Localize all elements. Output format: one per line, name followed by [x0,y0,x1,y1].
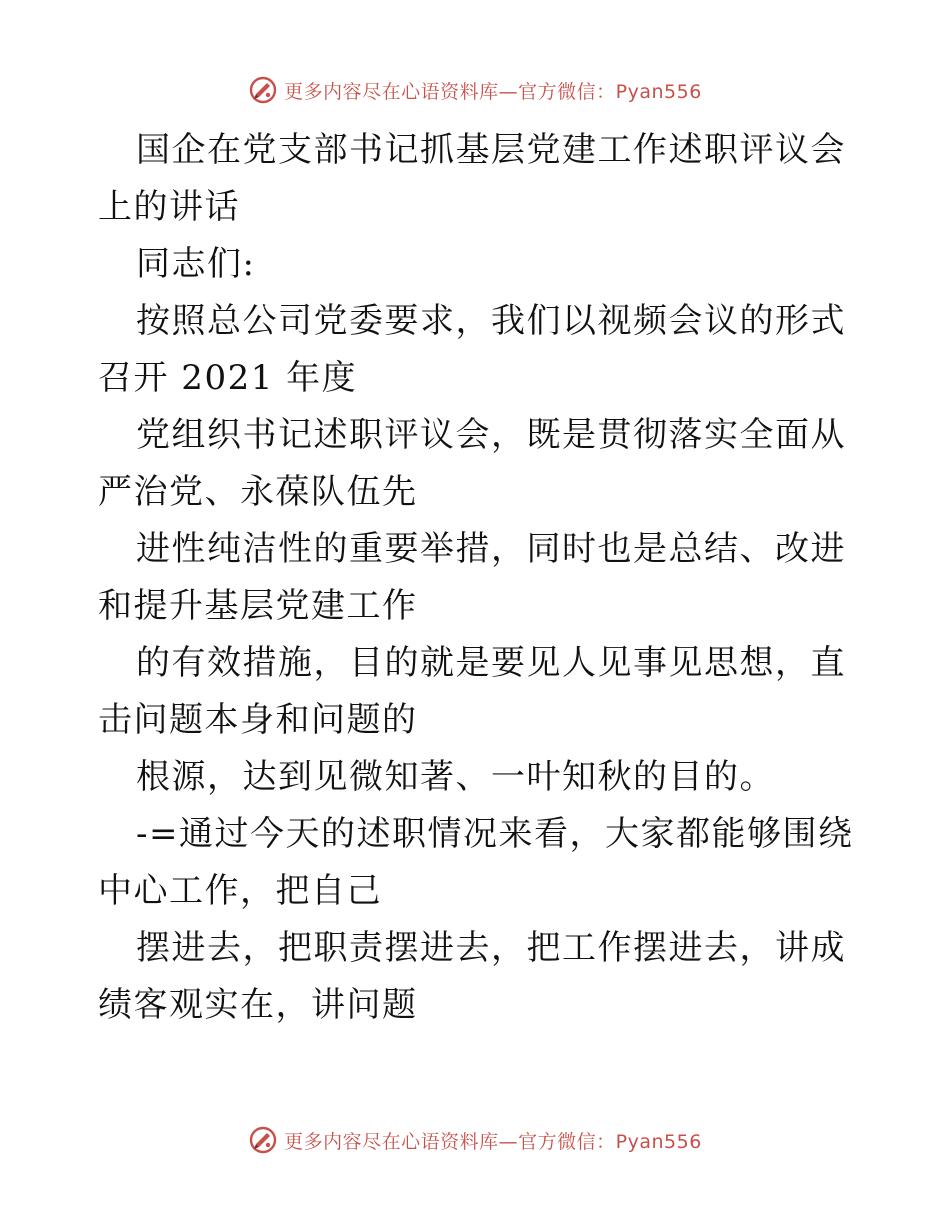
banner-text: 更多内容尽在心语资料库—官方微信：Pyan556 [284,80,702,103]
paragraph: 摆进去，把职责摆进去，把工作摆进去，讲成绩客观实在，讲问题 [98,928,846,1025]
paragraph: 党组织书记述职评议会，既是贯彻落实全面从严治党、永葆队伍先 [98,415,846,512]
book-pen-logo-icon [248,75,278,105]
header-banner [0,70,950,110]
paragraph: 按照总公司党委要求，我们以视频会议的形式召开 2021 年度 [98,301,846,398]
footer-banner [0,1120,950,1160]
salutation: 同志们: [136,244,256,284]
paragraph: 根源，达到见微知著、一叶知秋的目的。 [136,757,775,797]
document-body [98,122,858,1034]
book-pen-logo-icon [248,1125,278,1155]
paragraph: -=通过今天的述职情况来看，大家都能够围绕中心工作，把自己 [98,814,854,911]
banner-text: 更多内容尽在心语资料库—官方微信：Pyan556 [284,1130,702,1153]
paragraph: 的有效措施，目的就是要见人见事见思想，直击问题本身和问题的 [98,643,846,740]
paragraph: 进性纯洁性的重要举措，同时也是总结、改进和提升基层党建工作 [98,529,846,626]
document-title: 国企在党支部书记抓基层党建工作述职评议会上的讲话 [98,130,846,227]
